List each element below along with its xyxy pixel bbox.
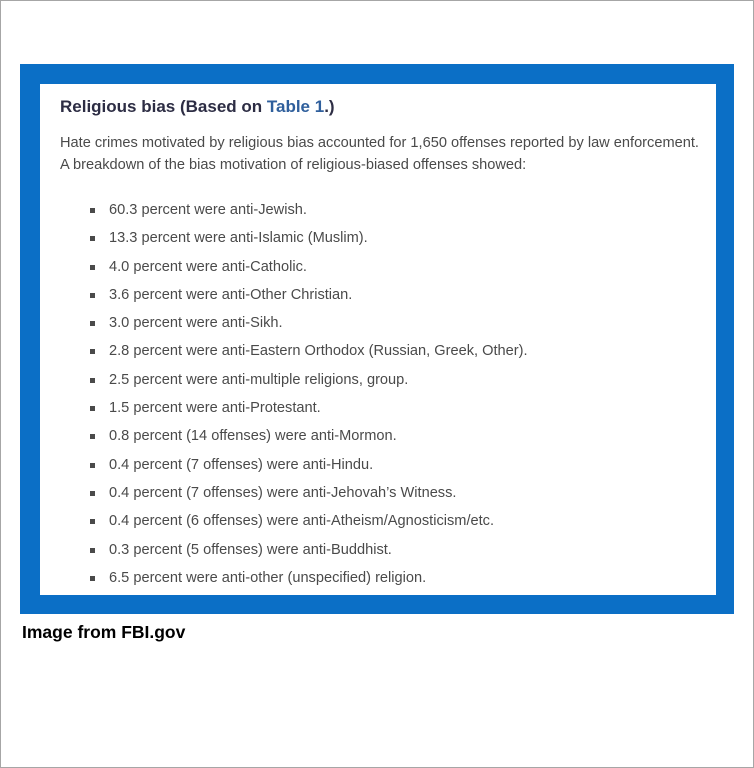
bullet-icon: [90, 349, 95, 354]
list-item: [90, 507, 528, 535]
table-1-link[interactable]: Table 1: [266, 97, 325, 116]
list-item-text: 0.8 percent (14 offenses) were anti-Mormon.: [109, 428, 397, 445]
bullet-icon: [90, 293, 95, 298]
bullet-icon: [90, 463, 95, 468]
list-item: [90, 536, 528, 564]
bullet-icon: [90, 406, 95, 411]
bullet-icon: [90, 236, 95, 241]
section-heading: [60, 97, 335, 117]
list-item: [90, 422, 528, 450]
intro-paragraph: Hate crimes motivated by religious bias accounted for 1,650 offenses reported by law enforcement. A breakdown of the bias motivation of religious-biased offenses showed:: [60, 135, 699, 173]
bullet-icon: [90, 321, 95, 326]
heading-suffix: .): [324, 97, 335, 116]
list-item: [90, 394, 528, 422]
list-item-text: 60.3 percent were anti-Jewish.: [109, 202, 307, 218]
list-item: [90, 451, 528, 479]
list-item: [90, 281, 528, 309]
list-item: [90, 564, 528, 592]
bullet-icon: [90, 576, 95, 581]
bias-list: [90, 196, 528, 592]
list-item-text: 1.5 percent were anti-Protestant.: [109, 400, 321, 417]
list-item-text: 13.3 percent were anti-Islamic (Muslim).: [109, 230, 368, 247]
list-item-text: 2.8 percent were anti-Eastern Orthodox (Russian, Greek, Other).: [109, 343, 528, 360]
bullet-icon: [90, 519, 95, 524]
bullet-icon: [90, 208, 95, 213]
bullet-icon: [90, 378, 95, 383]
image-caption: Image from FBI.gov: [22, 622, 186, 642]
list-item-text: 0.4 percent (6 offenses) were anti-Atheism/Agnosticism/etc.: [109, 513, 495, 530]
list-item: [90, 224, 528, 252]
bullet-icon: [90, 434, 95, 439]
heading-prefix: Religious bias (Based on: [60, 97, 267, 116]
list-item-text: 0.4 percent (7 offenses) were anti-Hindu.: [109, 456, 374, 473]
list-item: [90, 196, 528, 224]
list-item: [90, 366, 528, 394]
content-panel: [40, 84, 716, 595]
list-item-text: 2.5 percent were anti-multiple religions, group.: [109, 371, 409, 388]
list-item-text: 0.4 percent (7 offenses) were anti-Jehovah’s Witness.: [109, 484, 457, 501]
list-item: [90, 253, 528, 281]
bullet-icon: [90, 548, 95, 553]
list-item-text: 4.0 percent were anti-Catholic.: [109, 258, 307, 275]
list-item-text: 6.5 percent were anti-other (unspecified) religion.: [109, 569, 427, 586]
list-item-text: 3.0 percent were anti-Sikh.: [109, 315, 283, 332]
bullet-icon: [90, 265, 95, 270]
list-item-text: 0.3 percent (5 offenses) were anti-Buddhist.: [109, 541, 392, 558]
list-item: [90, 479, 528, 507]
list-item: [90, 309, 528, 337]
list-item: [90, 337, 528, 365]
bullet-icon: [90, 491, 95, 496]
list-item-text: 3.6 percent were anti-Other Christian.: [109, 286, 353, 303]
